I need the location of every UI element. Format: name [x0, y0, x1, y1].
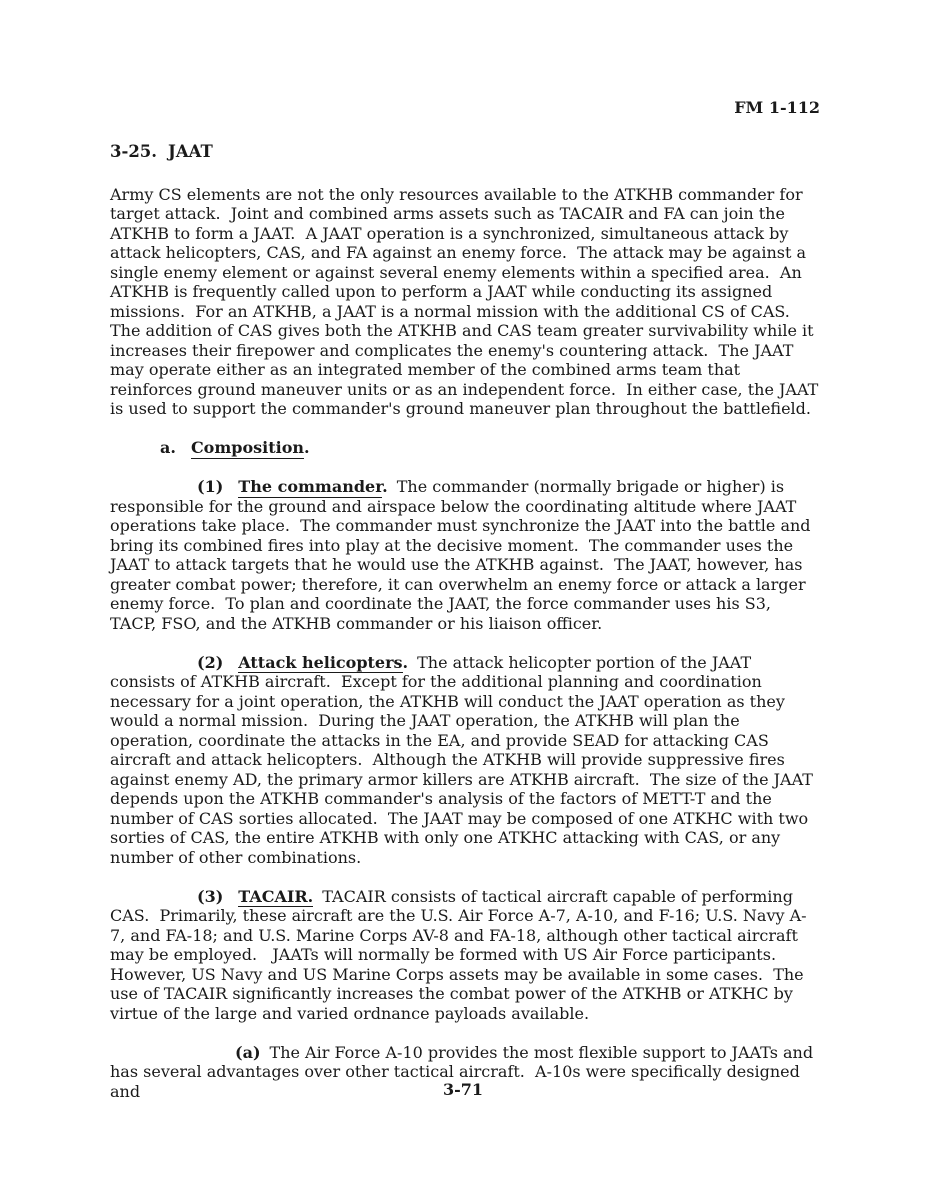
subsection-a-title: Composition [190, 438, 304, 457]
doc-number: FM 1-112 [734, 98, 820, 117]
item-1-period: . [382, 477, 388, 496]
item-1-number: (1) [197, 477, 224, 496]
item-1-text: The commander (normally brigade or higher) is responsible for the ground and airspace below the coordinating altitude where JAAT operations take place. The commander must synchronize the JAAT into the battle and bring its combined fires into play at the decisive moment. The commander uses the JAAT to attack targets that he would use the ATKHB against. The JAAT, however, has greater combat power; therefore, it can overwhelm an enemy force or attack a larger enemy force. To plan and coordinate the JAAT, the force commander uses his S3, TACP, FSO, and the ATKHB commander or his liaison officer. [110, 477, 816, 633]
section-heading-number: 3-25. [110, 141, 158, 161]
paragraph-the-commander [110, 477, 820, 633]
item-3-text: TACAIR consists of tactical aircraft capable of performing CAS. Primarily, these aircraft are the U.S. Air Force A-7, A-10, and F-16; U.S. Navy A-7, and FA-18; and U.S. Marine Corps AV-8 and FA-18, although other tactical aircraft may be employed. JAATs will normally be formed with US Air Force participants. However, US Navy and US Marine Corps assets may be available in some cases. The use of TACAIR significantly increases the combat power of the ATKHB or ATKHC by virtue of the large and varied ordnance payloads available. [110, 886, 809, 1023]
page-number: 3-71 [442, 1080, 484, 1099]
document-header [110, 98, 820, 118]
subsection-a-label: a. [160, 438, 176, 457]
item-2-text: The attack helicopter portion of the JAAT consists of ATKHB aircraft. Except for the additional planning and coordination necessary for a joint operation, the ATKHB will conduct the JAAT operation as they would a normal mission. During the JAAT operation, the ATKHB will plan the operation, coordinate the attacks in the EA, and provide SEAD for attacking CAS aircraft and attack helicopters. Although the ATKHB will provide suppressive fires against enemy AD, the primary armor killers are ATKHB aircraft. The size of the JAAT depends upon the ATKHB commander's analysis of the factors of METT-T and the number of CAS sorties allocated. The JAAT may be composed of one ATKHC with two sorties of CAS, the entire ATKHB with only one ATKHC attacking with CAS, or any number of other combinations. [110, 652, 819, 867]
document-content [110, 98, 824, 1121]
item-3a-number: (a) [235, 1042, 261, 1062]
section-heading-title: JAAT [168, 141, 213, 161]
item-2-number: (2) [197, 652, 224, 672]
paragraph-tacair [110, 887, 820, 1024]
item-3-title: TACAIR. [238, 886, 314, 906]
item-2-title: Attack helicopters [238, 652, 403, 672]
item-3-number: (3) [197, 886, 224, 906]
item-3a-text: The Air Force A-10 provides the most flexible support to JAATs and has several advantages over other tactical aircraft. A-10s were specifically designed and [110, 1042, 819, 1101]
subsection-a-heading [110, 438, 820, 458]
section-heading [110, 142, 820, 162]
intro-paragraph: Army CS elements are not the only resources available to the ATKHB commander for target attack. Joint and combined arms assets such as TACAIR and FA can join the ATKHB to form a JAAT. A JAAT operation is a synchronized, simultaneous attack by attack helicopters, CAS, and FA against an enemy force. The attack may be against a single enemy element or against several enemy elements within a specified area. An ATKHB is frequently called upon to perform a JAAT while conducting its assigned missions. For an ATKHB, a JAAT is a normal mission with the additional CS of CAS. The addition of CAS gives both the ATKHB and CAS team greater survivability while it increases their firepower and complicates the enemy's countering attack. The JAAT may operate either as an integrated member of the combined arms team that reinforces ground maneuver units or as an independent force. In either case, the JAAT is used to support the commander's ground maneuver plan throughout the battlefield. [110, 184, 824, 418]
item-1-title: The commander [238, 477, 383, 496]
subsection-a-period: . [304, 438, 310, 457]
paragraph-attack-helicopters [110, 653, 820, 868]
item-2-period: . [402, 652, 409, 672]
